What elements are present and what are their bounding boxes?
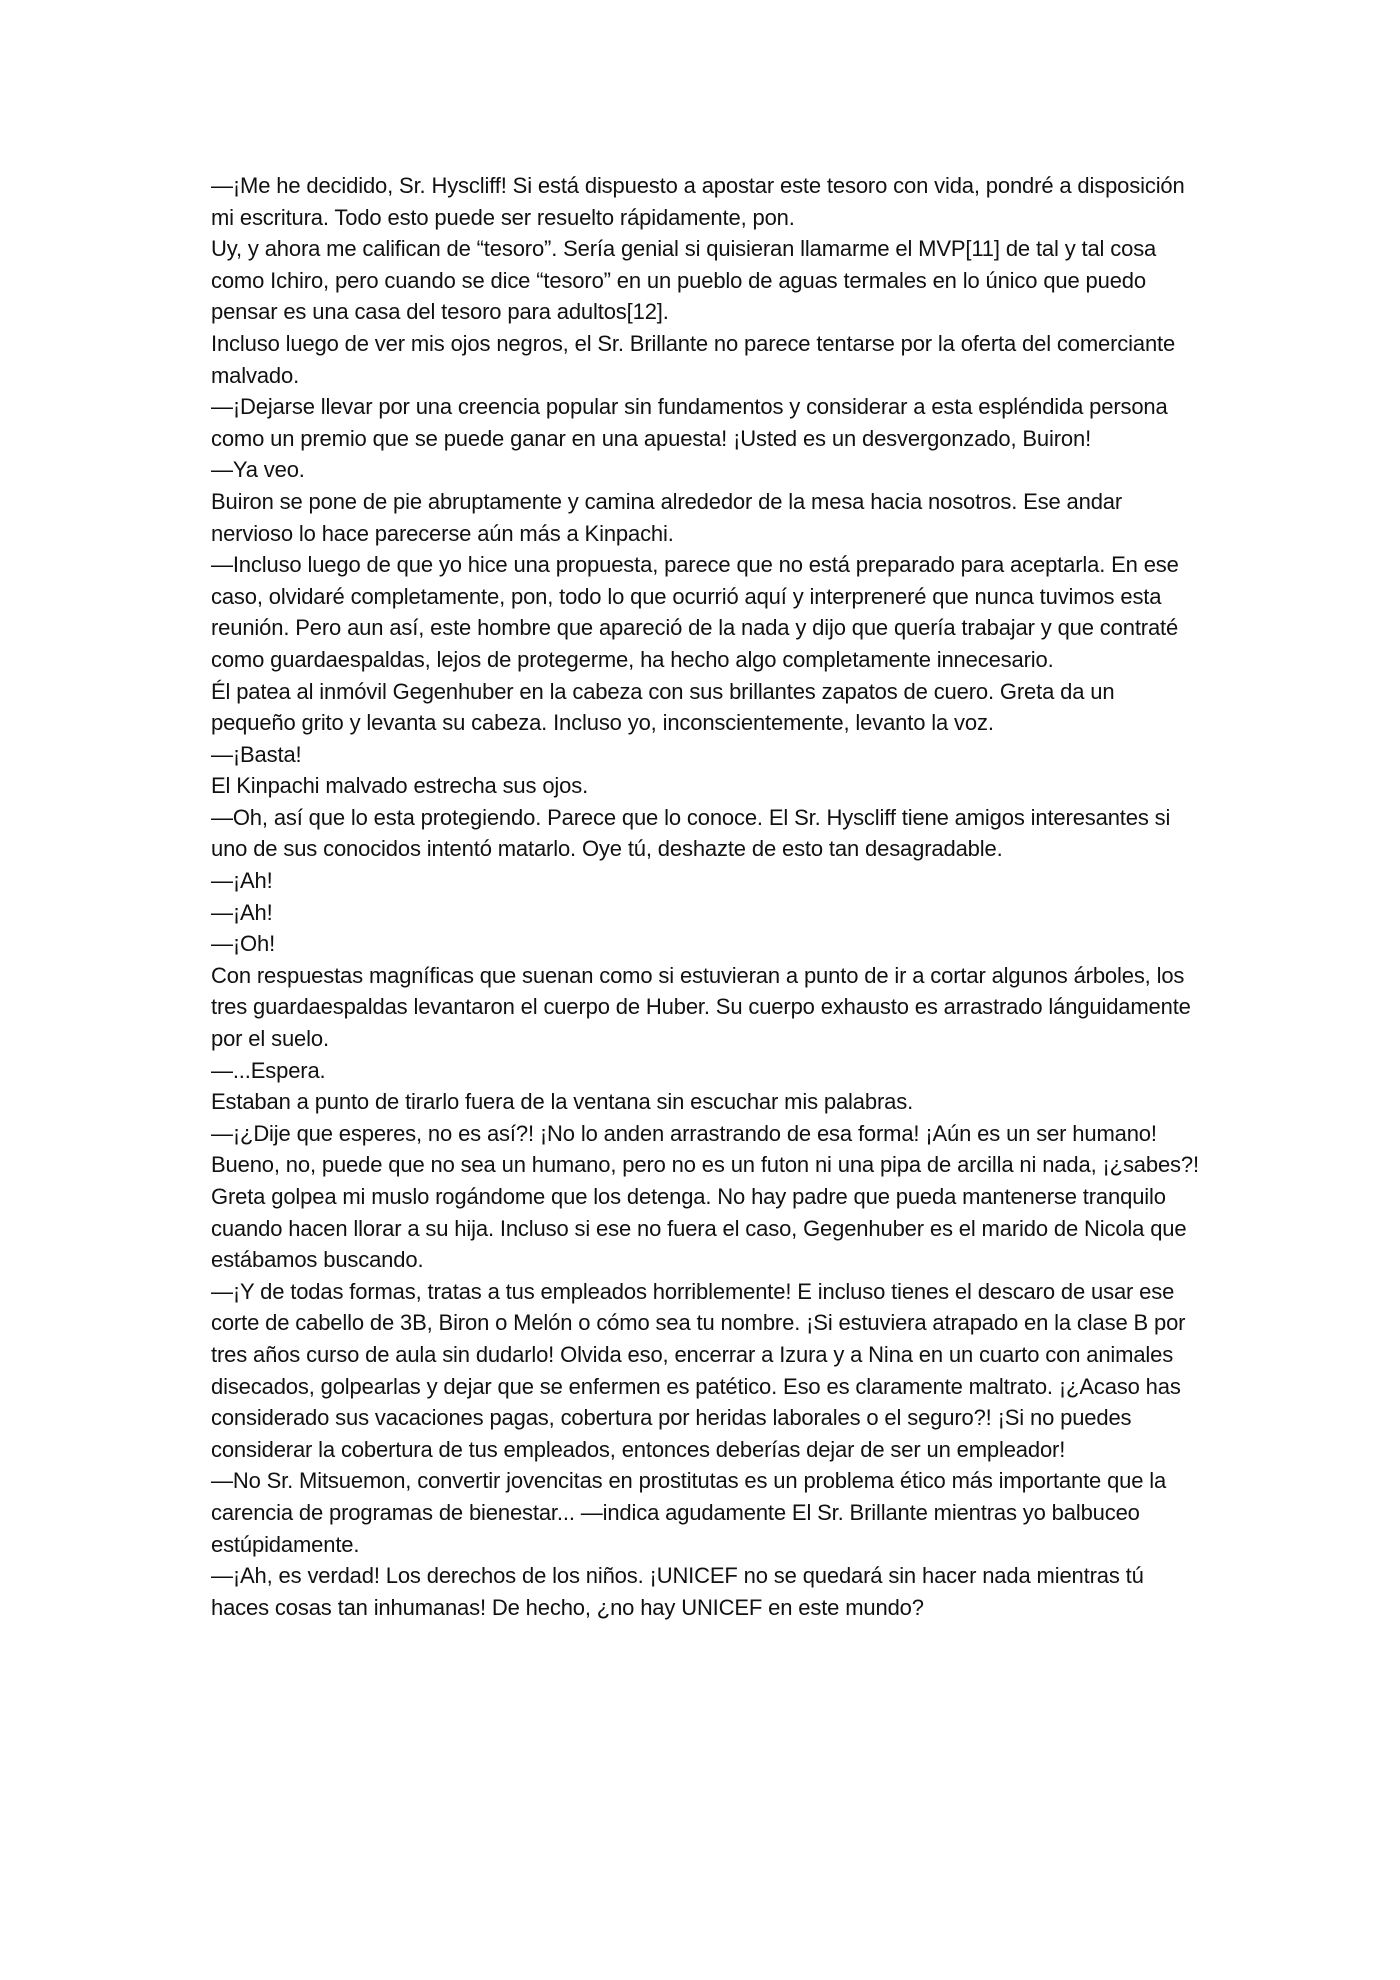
paragraph: —¡Ah! [211, 868, 273, 894]
paragraph: —¡Oh! [211, 931, 276, 957]
paragraph: El Kinpachi malvado estrecha sus ojos. [211, 773, 589, 799]
paragraph: —¡Ah! [211, 899, 273, 925]
paragraph: Greta golpea mi muslo rogándome que los detenga. No hay padre que pueda mantenerse tranquilo cuando hacen llorar a su hija. Incluso si ese no fuera el caso, Gegenhuber es el marido de Nicola que estábamos buscando. [211, 1184, 1187, 1273]
paragraph: Uy, y ahora me califican de “tesoro”. Sería genial si quisieran llamarme el MVP[11] de tal y tal cosa como Ichiro, pero cuando se dice “tesoro” en un pueblo de aguas termales en lo único que puedo pensar es una casa del tesoro para adultos[12]. [211, 236, 1157, 325]
paragraph: —¡Me he decidido, Sr. Hyscliff! Si está dispuesto a apostar este tesoro con vida, pondré a disposición mi escritura. Todo esto puede ser resuelto rápidamente, pon. [211, 173, 1185, 230]
paragraph: —Incluso luego de que yo hice una propuesta, parece que no está preparado para aceptarla. En ese caso, olvidaré completamente, pon, todo lo que ocurrió aquí y interpreneré que nunca tuvimos esta reunión. Pero aun así, este hombre que apareció de la nada y dijo que quería trabajar y que contraté como guardaespaldas, lejos de protegerme, ha hecho algo completamente innecesario. [211, 552, 1179, 672]
paragraph: —¡Dejarse llevar por una creencia popular sin fundamentos y considerar a esta espléndida persona como un premio que se puede ganar en una apuesta! ¡Usted es un desvergonzado, Buiron! [211, 394, 1168, 451]
paragraph: —Oh, así que lo esta protegiendo. Parece que lo conoce. El Sr. Hyscliff tiene amigos interesantes si uno de sus conocidos intentó matarlo. Oye tú, deshazte de esto tan desagradable. [211, 804, 1171, 862]
paragraph: Buiron se pone de pie abruptamente y camina alrededor de la mesa hacia nosotros. Ese andar nervioso lo hace parecerse aún más a Kinpachi. [211, 488, 1123, 546]
paragraph: Él patea al inmóvil Gegenhuber en la cabeza con sus brillantes zapatos de cuero. Greta da un pequeño grito y levanta su cabeza. Incluso yo, inconscientemente, levanto la voz. [211, 678, 1115, 736]
paragraph: —¡¿Dije que esperes, no es así?! ¡No lo anden arrastrando de esa forma! ¡Aún es un ser humano! Bueno, no, puede que no sea un humano, pero no es un futon ni una pipa de arcilla ni nada, ¡¿sabes?! [211, 1120, 1199, 1178]
document-text-body [211, 170, 1201, 1623]
paragraph: —¡Ah, es verdad! Los derechos de los niños. ¡UNICEF no se quedará sin hacer nada mientras tú haces cosas tan inhumanas! De hecho, ¿no hay UNICEF en este mundo? [211, 1563, 1144, 1620]
paragraph: Incluso luego de ver mis ojos negros, el Sr. Brillante no parece tentarse por la oferta del comerciante malvado. [211, 330, 1176, 388]
paragraph: —¡Y de todas formas, tratas a tus empleados horriblemente! E incluso tienes el descaro de usar ese corte de cabello de 3B, Biron o Melón o cómo sea tu nombre. ¡Si estuviera atrapado en la clase B por tres años curso de aula sin dudarlo! Olvida eso, encerrar a Izura y a Nina en un cuarto con animales disecados, golpearlas y dejar que se enfermen es patético. Eso es claramente maltrato. ¡¿Acaso has considerado sus vacaciones pagas, cobertura por heridas laborales o el seguro?! ¡Si no puedes considerar la cobertura de tus empleados, entonces deberías dejar de ser un empleador! [211, 1278, 1186, 1462]
paragraph: Con respuestas magníficas que suenan como si estuvieran a punto de ir a cortar algunos árboles, los tres guardaespaldas levantaron el cuerpo de Huber. Su cuerpo exhausto es arrastrado lánguidamente por el suelo. [211, 962, 1191, 1052]
paragraph: —¡Basta! [211, 741, 302, 767]
paragraph: —...Espera. [211, 1057, 326, 1083]
paragraph: Estaban a punto de tirarlo fuera de la ventana sin escuchar mis palabras. [211, 1089, 914, 1115]
paragraph: —Ya veo. [211, 457, 305, 483]
paragraph: —No Sr. Mitsuemon, convertir jovencitas en prostitutas es un problema ético más importante que la carencia de programas de bienestar... —indica agudamente El Sr. Brillante mientras yo balbuceo estúpidamente. [211, 1468, 1167, 1557]
